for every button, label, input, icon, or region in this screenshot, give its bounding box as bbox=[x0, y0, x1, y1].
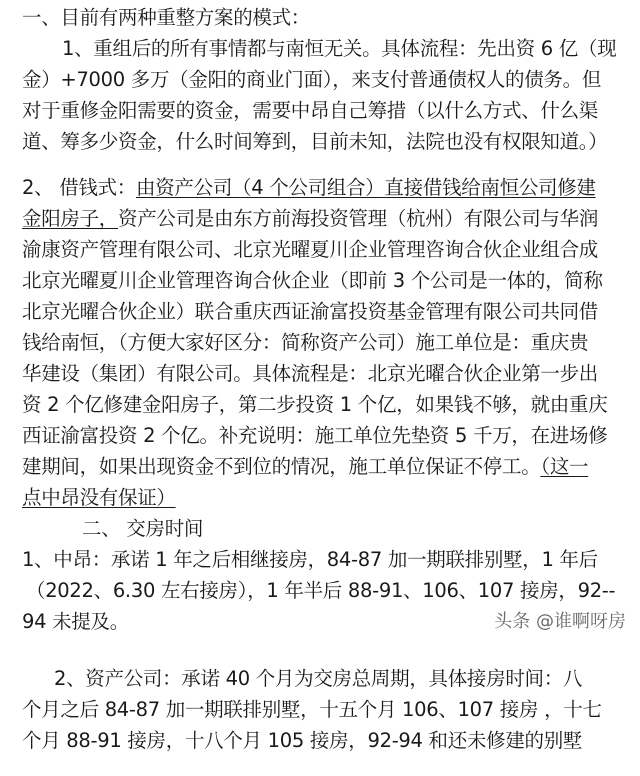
paragraph-line: 华建设（集团）有限公司。具体流程是：北京光曜合伙企业第一步出 bbox=[22, 362, 599, 385]
text: 资产公司是由东方前海投资管理（杭州）有限公司与华润 bbox=[118, 207, 599, 230]
paragraph-line: 西证渝富投资 2 个亿。补充说明：施工单位先垫资 5 千万，在进场修 bbox=[22, 424, 608, 447]
paragraph-line: 资 2 个亿修建金阳房子，第二步投资 1 个亿，如果钱不够，就由重庆 bbox=[22, 393, 608, 416]
paragraph-line: 渝康资产管理有限公司、北京光曜夏川企业管理咨询合伙企业组合成 bbox=[22, 238, 599, 261]
underlined-text: （这一 bbox=[540, 455, 589, 478]
paragraph-line: 北京光曜合伙企业）联合重庆西证渝富投资基金管理有限公司共同借 bbox=[22, 300, 599, 323]
paragraph-line bbox=[22, 203, 628, 234]
paragraph-line: 个月之后 84-87 加一期联排别墅，十五个月 106、107 接房 ，十七 bbox=[22, 698, 602, 721]
paragraph-line: 北京光曜夏川企业管理咨询合伙企业（即前 3 个公司是一体的，简称 bbox=[22, 269, 603, 292]
item-prefix: 2、 借钱式： bbox=[22, 176, 137, 199]
section1-heading: 一、目前有两种重整方案的模式： bbox=[22, 6, 311, 29]
paragraph-line: 金）+7000 多万（金阳的商业门面），来支付普通债权人的债务。但 bbox=[22, 68, 602, 91]
spacer bbox=[22, 637, 628, 663]
paragraph-line: 钱给南恒，（方便大家好区分：简称资产公司）施工单位是：重庆贵 bbox=[22, 331, 589, 354]
spacer bbox=[22, 157, 628, 172]
underlined-text: 由资产公司（4 个公司组合）直接借钱给南恒公司修建 bbox=[136, 176, 596, 199]
paragraph-line bbox=[22, 482, 628, 513]
paragraph-line: （2022、6.30 左右接房），1 年半后 88-91、106、107 接房，92-- bbox=[26, 579, 616, 602]
underlined-text: 金阳房子， bbox=[22, 207, 119, 230]
paragraph-line: 2、资产公司：承诺 40 个月为交房总周期，具体接房时间：八 bbox=[54, 667, 583, 690]
paragraph-line: 94 未提及。 bbox=[22, 610, 129, 633]
section2-heading: 二、 交房时间 bbox=[82, 517, 204, 540]
text: 建期间，如果出现资金不到位的情况，施工单位保证不停工。 bbox=[22, 455, 541, 478]
paragraph-line: 对于重修金阳需要的资金，需要中昂自己筹措（以什么方式、什么渠 bbox=[22, 99, 599, 122]
paragraph-line: 1、重组后的所有事情都与南恒无关。具体流程：先出资 6 亿（现 bbox=[62, 37, 617, 60]
paragraph-line bbox=[22, 451, 628, 482]
document-body bbox=[22, 2, 628, 756]
paragraph-line bbox=[22, 172, 628, 203]
paragraph-line: 1、中昂：承诺 1 年之后相继接房，84-87 加一期联排别墅，1 年后 bbox=[22, 548, 598, 571]
paragraph-line: 个月 88-91 接房，十八个月 105 接房，92-94 和还未修建的别墅 bbox=[22, 729, 583, 752]
paragraph-line: 道、筹多少资金，什么时间筹到，目前未知，法院也没有权限知道。） bbox=[22, 130, 608, 153]
underlined-text: 点中昂没有保证） bbox=[22, 486, 176, 509]
watermark: 头条 @谁啊呀房 bbox=[494, 611, 626, 632]
